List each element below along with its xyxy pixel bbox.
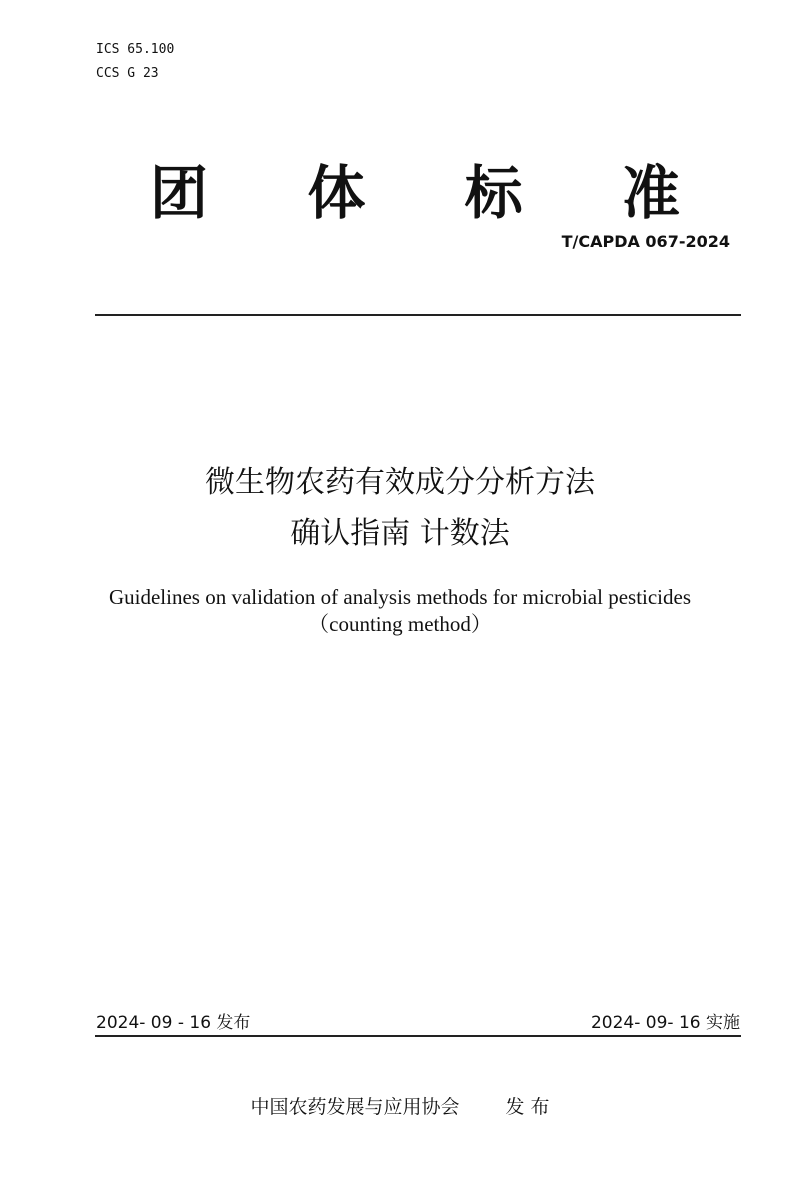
bottom-divider xyxy=(95,1035,741,1037)
publisher-line xyxy=(0,1094,800,1120)
top-divider xyxy=(95,314,741,316)
standard-type-char: 体 xyxy=(307,159,366,227)
ccs-code: CCS G 23 xyxy=(96,66,159,81)
title-english-line-2: （counting method） xyxy=(308,612,492,636)
publisher-name: 中国农药发展与应用协会 xyxy=(250,1096,460,1118)
standard-type-char: 标 xyxy=(464,159,523,227)
title-english-line-1: Guidelines on validation of analysis methods for microbial pesticides xyxy=(108,585,692,609)
title-chinese-line-1: 微生物农药有效成分分析方法 xyxy=(205,465,595,500)
standard-type-char: 团 xyxy=(150,159,209,227)
ics-code: ICS 65.100 xyxy=(96,42,175,57)
standard-type-heading xyxy=(150,160,680,226)
standard-code: T/CAPDA 067-2024 xyxy=(561,232,730,251)
publisher-action: 发 布 xyxy=(505,1096,550,1118)
implementation-date: 2024- 09- 16 实施 xyxy=(590,1013,740,1033)
standard-type-char: 准 xyxy=(621,159,680,227)
title-chinese-line-2: 确认指南 计数法 xyxy=(290,516,510,551)
issue-date: 2024- 09 - 16 发布 xyxy=(96,1013,251,1033)
